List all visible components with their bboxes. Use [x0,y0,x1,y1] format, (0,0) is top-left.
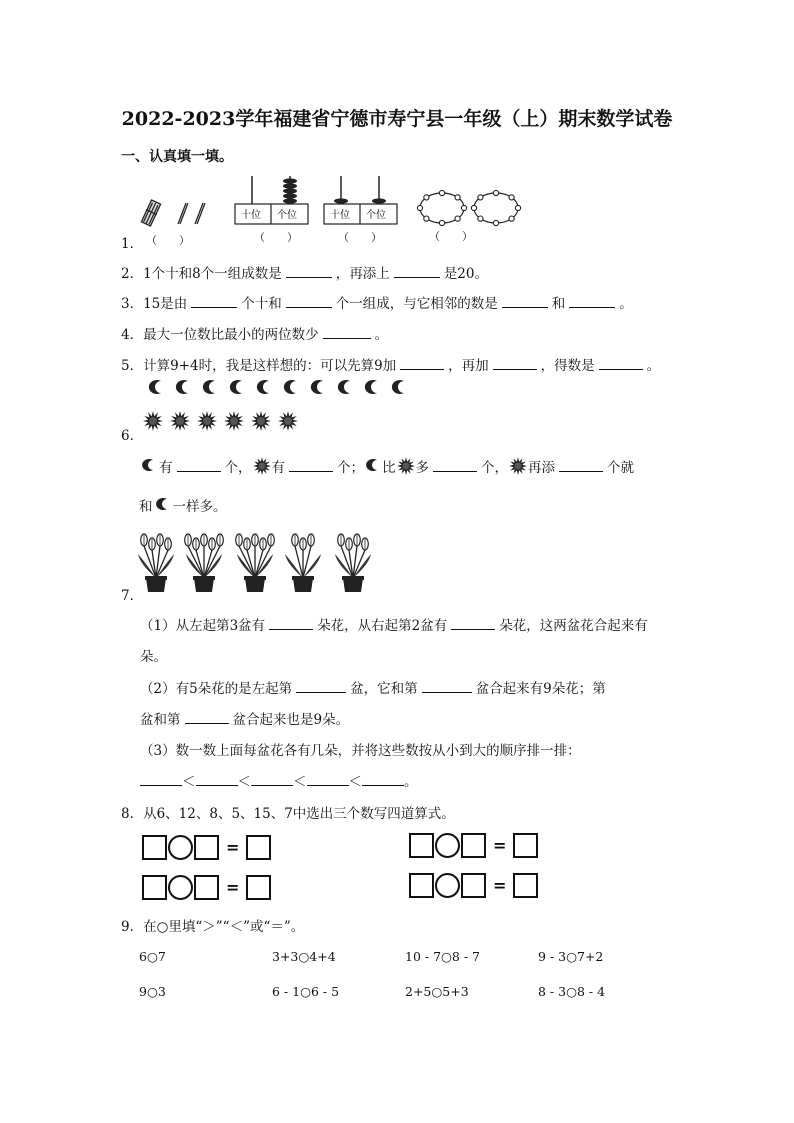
star-icon [508,456,528,476]
q9-r2-c1[interactable]: 9○3 [139,984,166,999]
equals-sign: = [493,876,507,895]
q7-blank-4[interactable] [422,680,472,693]
bead [493,190,498,195]
q7-p2-d: 盆和第 [140,712,181,728]
q3-text-b: 个十和 [241,296,282,312]
q7-order-blank-2[interactable] [196,773,238,786]
q6-blank-3[interactable] [433,459,477,472]
q8-operator-circle[interactable] [168,875,193,900]
lt-sign: ＜ [182,774,196,790]
lt-sign: ＜ [237,774,251,790]
moon-icon [364,458,382,472]
q8-equation-4 [409,873,538,898]
q8-text: 8．从6、12、8、5、15、7中选出三个数写四道算式。 [121,806,455,822]
q2-text-a: 2．1个十和8个一组成数是 [121,266,282,282]
moon-icon [149,380,161,394]
q8-operator-circle[interactable] [435,873,460,898]
q7-order-line [140,770,418,790]
q7-order-blank-5[interactable] [362,773,404,786]
q6-duo: 多 [415,460,429,476]
bead [471,205,476,210]
q7-blank-3[interactable] [296,680,346,693]
abacus-2-one-label: 个位 [366,210,386,221]
flower-pot [335,534,371,592]
abacus-1-one-label: 个位 [277,210,297,221]
q4-text-b: 。 [374,327,389,343]
bead [439,220,444,225]
q7-p2-c: 盆合起来有9朵花；第 [475,681,606,697]
q8-box[interactable] [513,873,538,898]
abacus-1-ten-label: 十位 [241,210,261,221]
q6-line-2 [139,495,227,515]
bead [417,205,422,210]
bead [509,216,514,221]
q7-number: 7． [121,588,144,604]
bead [493,220,498,225]
q8-box[interactable] [513,833,538,858]
flower-pots [138,532,378,594]
q2-blank-1[interactable] [286,265,332,278]
bead [515,205,520,210]
q3-text-c: 个一组成，与它相邻的数是 [335,296,498,312]
q5-text-a: 5．计算9+4时，我是这样想的：可以先算9加 [121,358,397,374]
bead [478,216,483,221]
q7-blank-2[interactable] [451,617,495,630]
q3-blank-1[interactable] [191,295,237,308]
q4-text-a: 4．最大一位数比最小的两位数少 [121,327,319,343]
q2-text-b: ，再添上 [335,266,390,282]
bead-rings-icon [416,188,528,228]
flower-pot [285,534,321,592]
q6-gejiu: 个就 [607,460,634,476]
q7-order-end: 。 [404,774,418,790]
stars-row [143,410,313,432]
q8-box[interactable] [461,833,486,858]
q7-p2-a: （2）有5朵花的是左起第 [140,681,293,697]
q9-r1-c4[interactable]: 9 - 3○7+2 [538,949,604,964]
q2-blank-2[interactable] [394,265,440,278]
q5-text-c: ，得数是 [540,358,595,374]
moon-icon [139,458,159,472]
q8-box[interactable] [194,875,219,900]
bead [455,216,460,221]
q8-box[interactable] [461,873,486,898]
star-icon [396,456,416,476]
q8-box[interactable] [409,833,434,858]
q3-blank-4[interactable] [569,295,615,308]
q8-box[interactable] [194,835,219,860]
moon-icon [365,380,377,394]
q6-blank-2[interactable] [289,459,333,472]
q8-box[interactable] [142,835,167,860]
sticks-icon [140,196,210,230]
q6-ge3: 个， [481,460,508,476]
bead [461,205,466,210]
q7-p1 [140,614,648,634]
q1-paren-4: （ ） [429,230,473,243]
q6-number: 6． [121,428,144,444]
q4-blank[interactable] [323,326,371,339]
q6-zaitian: 再添 [528,460,555,476]
moon-icon [338,380,350,394]
q7-p2-line2 [140,708,349,728]
q6-yiyang: 一样多。 [172,499,227,515]
q9-r2-c3[interactable]: 2+5○5+3 [405,984,469,999]
q7-p2-b: 盆，它和第 [350,681,418,697]
q5-blank-2[interactable] [493,357,537,370]
abacus-2 [323,174,399,228]
moon-icon [203,380,215,394]
q3-blank-3[interactable] [502,295,548,308]
moons-row [143,378,423,396]
page-title: 2022-2023学年福建省宁德市寿宁县一年级（上）期末数学试卷 [121,108,673,130]
bead [424,195,429,200]
bead [455,195,460,200]
bead [439,190,444,195]
q7-p3: （3）数一数上面每盆花各有几朵，并将这些数按从小到大的顺序排一排： [140,743,581,759]
q2-line [121,262,488,282]
q3-blank-2[interactable] [286,295,332,308]
q9-r2-c4[interactable]: 8 - 3○8 - 4 [538,984,606,999]
q7-p1-b: 朵花，从右起第2盆有 [317,618,448,634]
section-heading: 一、认真填一填。 [121,149,233,165]
bead [509,195,514,200]
q1-paren-3: （ ） [338,231,382,244]
abacus-2-ten-label: 十位 [330,210,350,221]
moon-icon [257,380,269,394]
moon-icon [153,497,173,511]
q1-number: 1． [121,236,144,252]
q9-text: 9．在○里填“＞”“＜”或“＝”。 [121,919,305,935]
q8-equation-3 [142,875,271,900]
q8-box[interactable] [409,873,434,898]
q6-blank-1[interactable] [177,459,221,472]
q7-p1-a: （1）从左起第3盆有 [140,618,266,634]
q6-blank-4[interactable] [559,459,603,472]
q8-box[interactable] [142,875,167,900]
flower-pot [236,534,275,592]
q6-you2: 有 [271,460,285,476]
q6-line-1 [139,456,634,476]
q5-text-d: 。 [646,358,661,374]
q2-text-c: 是20。 [443,266,488,282]
flower-pot [185,534,224,592]
q8-equation-2 [409,833,538,858]
q7-order-blank-3[interactable] [251,773,293,786]
flower-pot [138,534,174,592]
q7-p2 [140,677,606,697]
q8-operator-circle[interactable] [435,833,460,858]
lt-sign: ＜ [348,774,362,790]
q5-line [121,354,660,374]
equals-sign: = [226,878,240,897]
q9-r1-c1[interactable]: 6○7 [139,949,166,964]
lt-sign: ＜ [293,774,307,790]
q9-r2-c2[interactable]: 6 - 1○6 - 5 [272,984,340,999]
q7-p2-e: 盆合起来也是9朵。 [232,712,350,728]
q7-order-blank-4[interactable] [307,773,349,786]
q7-p1-c: 朵花，这两盆花合起来有 [499,618,648,634]
q1-paren-2: （ ） [254,231,298,244]
bead [424,216,429,221]
moon-icon [230,380,242,394]
moon-icon [284,380,296,394]
moon-icon [176,380,188,394]
q3-text-e: 。 [619,296,633,312]
q7-blank-5[interactable] [185,711,229,724]
moon-icon [311,380,323,394]
q9-r1-c3[interactable]: 10 - 7○8 - 7 [405,949,481,964]
q6-you1: 有 [159,460,173,476]
q9-r1-c2[interactable]: 3+3○4+4 [272,949,336,964]
q5-text-b: ，再加 [448,358,489,374]
q6-he: 和 [139,499,153,515]
q8-equation-1 [142,835,271,860]
equals-sign: = [226,838,240,857]
abacus-1 [234,174,310,228]
q7-blank-1[interactable] [269,617,313,630]
q7-p1-end: 朵。 [140,649,167,665]
q5-blank-1[interactable] [400,357,444,370]
q8-operator-circle[interactable] [168,835,193,860]
q3-line [121,292,633,312]
q6-ge1: 个， [224,460,252,476]
q8-box[interactable] [246,835,271,860]
q4-line [121,323,388,343]
q8-box[interactable] [246,875,271,900]
q3-text-a: 3．15是由 [121,296,188,312]
q1-paren-1: （ ） [146,234,190,247]
equals-sign: = [493,836,507,855]
star-icon [252,456,272,476]
q3-text-d: 和 [551,296,566,312]
bead [478,195,483,200]
q5-blank-3[interactable] [599,357,643,370]
moon-icon [392,380,404,394]
q6-bi: 比 [382,460,396,476]
q7-order-blank-1[interactable] [140,773,182,786]
q6-ge2: 个； [337,460,364,476]
